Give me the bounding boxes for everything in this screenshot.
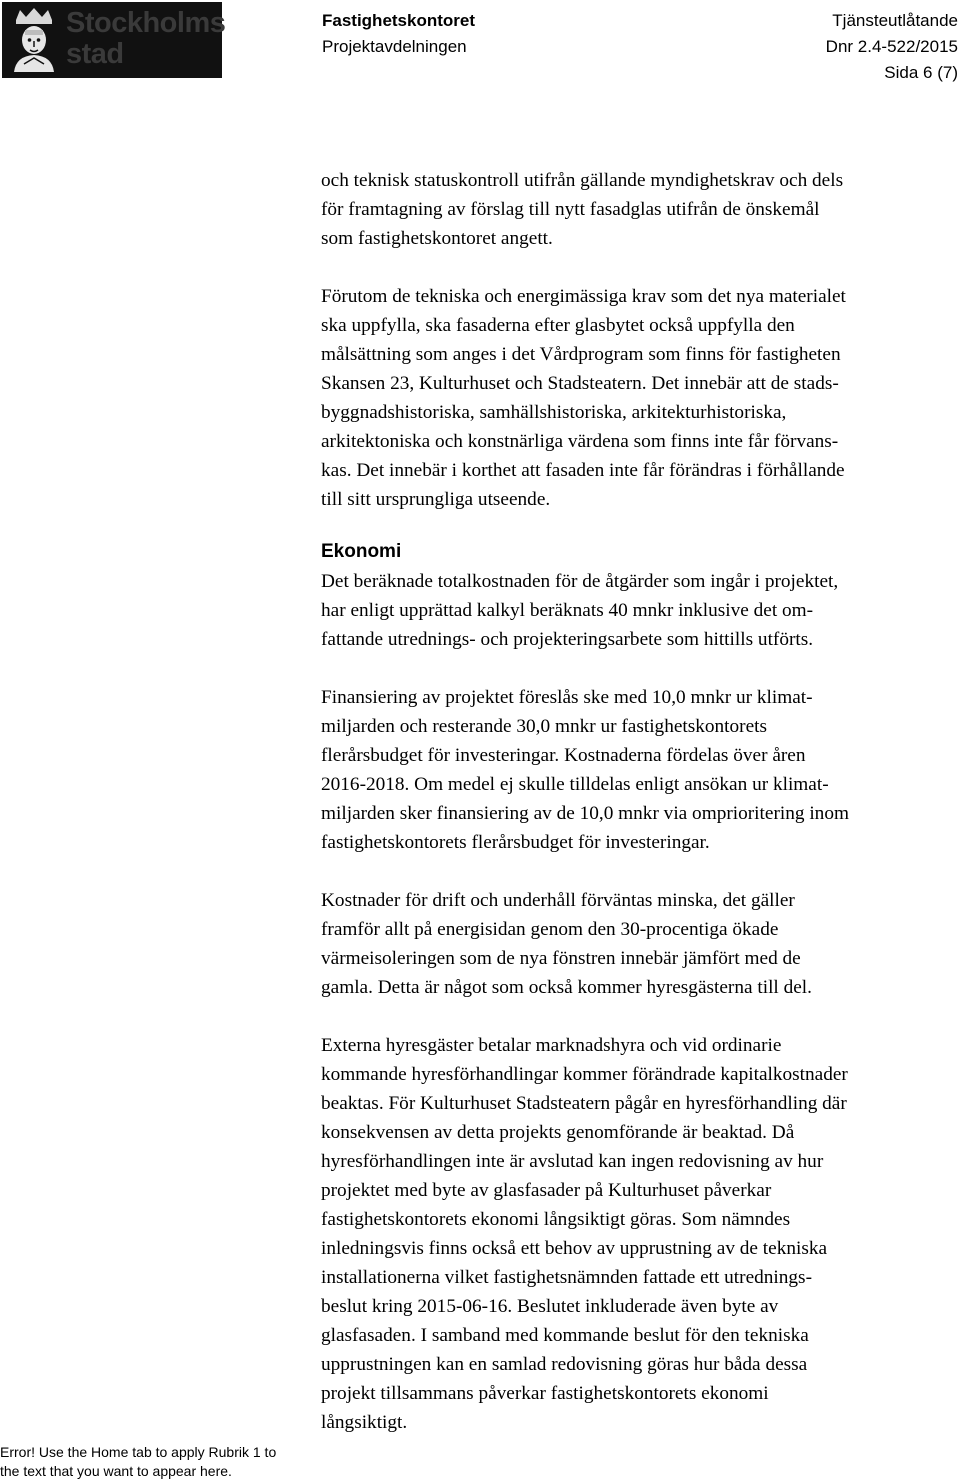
- document-body: [321, 166, 960, 1437]
- text-line: kas. Det innebär i korthet att fasaden inte får förändras i förhållande: [321, 460, 845, 481]
- text-line: Kostnader för drift och underhåll förväntas minska, det gäller: [321, 890, 795, 911]
- text-line: projektet med byte av glasfasader på Kulturhuset påverkar: [321, 1180, 772, 1201]
- document-number: Dnr 2.4-522/2015: [825, 37, 958, 56]
- text-line: gamla. Detta är något som också kommer hyresgästerna till del.: [321, 977, 812, 998]
- text-line: långsiktigt.: [321, 1412, 408, 1433]
- text-line: beslut kring 2015-06-16. Beslutet inkluderade även byte av: [321, 1296, 779, 1317]
- text-line: beaktas. För Kulturhuset Stadsteatern pågår en hyresförhandling där: [321, 1093, 847, 1114]
- text-line: Förutom de tekniska och energimässiga krav som det nya materialet: [321, 286, 846, 307]
- text-line: målsättning som anges i det Vårdprogram som finns för fastigheten: [321, 344, 841, 365]
- text-line: som fastighetskontoret angett.: [321, 228, 553, 249]
- text-line: värmeisoleringen som de nya fönstren innebär jämfört med de: [321, 948, 801, 969]
- text-line: Externa hyresgäster betalar marknadshyra och vid ordinarie: [321, 1035, 782, 1056]
- text-line: Det beräknade totalkostnaden för de åtgärder som ingår i projektet,: [321, 571, 839, 592]
- text-line: byggnadshistoriska, samhällshistoriska, arkitekturhistoriska,: [321, 402, 787, 423]
- footer-error-note: Error! Use the Home tab to apply Rubrik 1 to the text that you want to appear here.: [0, 1444, 277, 1479]
- text-line: kommande hyresförhandlingar kommer förändrade kapitalkostnader: [321, 1064, 848, 1085]
- header-left: [322, 8, 475, 60]
- text-line: fattande utrednings- och projekteringsarbete som hittills utförts.: [321, 629, 814, 650]
- city-logo: [2, 2, 226, 78]
- text-line: ska uppfylla, ska fasaderna efter glasbytet också uppfylla den: [321, 315, 795, 336]
- page-number: Sida 6 (7): [884, 63, 958, 82]
- text-line: projekt tillsammans påverkar fastighetskontorets ekonomi: [321, 1383, 769, 1404]
- text-line: hyresförhandlingen inte är avslutad kan ingen redovisning av hur: [321, 1151, 824, 1172]
- logo-wordmark: Stockholms stad: [66, 7, 226, 70]
- division-name: Projektavdelningen: [322, 37, 467, 56]
- text-line: till sitt ursprungliga utseende.: [321, 489, 551, 510]
- text-line: upprustningen kan en samlad redovisning göras hur båda dessa: [321, 1354, 808, 1375]
- intro-paragraph: [321, 166, 960, 253]
- text-line: framför allt på energisidan genom den 30-procentiga ökade: [321, 919, 779, 940]
- header-right: [826, 8, 958, 86]
- department-name: Fastighetskontoret: [322, 11, 476, 30]
- text-line: för framtagning av förslag till nytt fasadglas utifrån de önskemål: [321, 199, 820, 220]
- crest-icon: [6, 6, 62, 74]
- text-line: 2016-2018. Om medel ej skulle tilldelas enligt ansökan ur klimat-: [321, 774, 829, 795]
- text-line: och teknisk statuskontroll utifrån gällande myndighetskrav och dels: [321, 170, 844, 191]
- text-line: Skansen 23, Kulturhuset och Stadsteatern. Det innebär att de stads-: [321, 373, 839, 394]
- text-line: fastighetskontorets ekonomi långsiktigt göras. Som nämndes: [321, 1209, 791, 1230]
- text-line: arkitektoniska och konstnärliga värdena som finns inte får förvans-: [321, 431, 839, 452]
- text-line: fastighetskontorets flerårsbudget för investeringar.: [321, 832, 710, 853]
- text-line: inledningsvis finns också ett behov av upprustning av de tekniska: [321, 1238, 828, 1259]
- text-line: har enligt upprättad kalkyl beräknats 40 mnkr inklusive det om-: [321, 600, 814, 621]
- document-type: Tjänsteutlåtande: [832, 11, 958, 30]
- requirements-paragraph: [321, 282, 960, 514]
- tenants-paragraph: [321, 1031, 960, 1437]
- text-line: Finansiering av projektet föreslås ske med 10,0 mnkr ur klimat-: [321, 687, 813, 708]
- cost-paragraph: [321, 567, 960, 654]
- operations-paragraph: [321, 886, 960, 1002]
- financing-paragraph: [321, 683, 960, 857]
- text-line: konsekvensen av detta projekts genomförande är beaktad. Då: [321, 1122, 795, 1143]
- text-line: miljarden och resterande 30,0 mnkr ur fastighetskontorets: [321, 716, 768, 737]
- section-heading-economy: Ekonomi: [321, 541, 402, 562]
- text-line: flerårsbudget för investeringar. Kostnaderna fördelas över åren: [321, 745, 806, 766]
- text-line: installationerna vilket fastighetsnämnden fattade ett utrednings-: [321, 1267, 812, 1288]
- text-line: miljarden sker finansiering av de 10,0 mnkr via omprioritering inom: [321, 803, 849, 824]
- text-line: glasfasaden. I samband med kommande beslut för den tekniska: [321, 1325, 809, 1346]
